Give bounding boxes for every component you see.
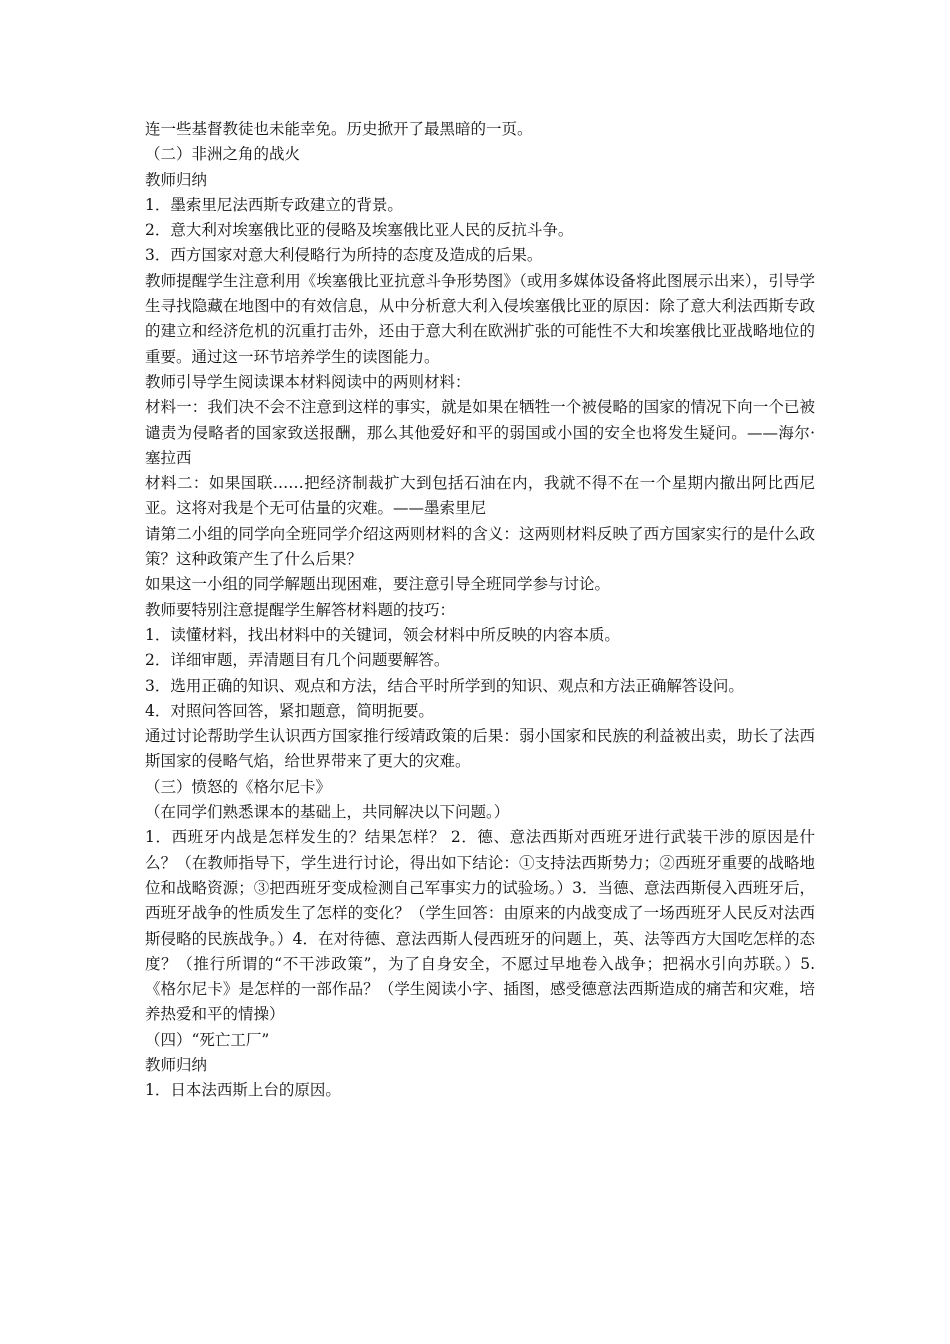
paragraph: 通过讨论帮助学生认识西方国家推行绥靖政策的后果：弱小国家和民族的利益被出卖，助长了法西斯国家的侵略气焰，给世界带来了更大的灾难。 xyxy=(145,727,815,771)
paragraph: （在同学们熟悉课本的基础上，共同解决以下问题。） xyxy=(145,803,510,822)
paragraph: 教师归纳 xyxy=(145,170,208,189)
paragraph: 教师要特别注意提醒学生解答材料题的技巧： xyxy=(145,600,456,619)
quote-material-1: 材料一：我们决不会不注意到这样的事实，就是如果在牺牲一个被侵略的国家的情况下向一个已被谴责为侵略者的国家致送报酬，那么其他爱好和平的弱国或小国的安全也将发生疑问。——海尔·塞拉西 xyxy=(145,398,815,467)
paragraph: 连一些基督教徒也未能幸免。历史掀开了最黑暗的一页。 xyxy=(145,120,533,138)
section-heading: （三）愤怒的《格尔尼卡》 xyxy=(145,777,332,796)
list-item: 1．日本法西斯上台的原因。 xyxy=(145,1081,341,1100)
paragraph: 教师引导学生阅读课本材料阅读中的两则材料： xyxy=(145,372,471,391)
list-item: 3．选用正确的知识、观点和方法，结合平时所学到的知识、观点和方法正确解答设问。 xyxy=(145,676,744,695)
paragraph: 如果这一小组的同学解题出现困难，要注意引导全班同学参与讨论。 xyxy=(145,575,611,594)
list-item: 3．西方国家对意大利侵略行为所持的态度及造成的后果。 xyxy=(145,246,543,265)
paragraph: 请第二小组的同学向全班同学介绍这两则材料的含义：这两则材料反映了西方国家实行的是什么政策？这种政策产生了什么后果？ xyxy=(145,524,815,569)
document-body xyxy=(145,117,815,1104)
quote-material-2: 材料二：如果国联……把经济制裁扩大到包括石油在内，我就不得不在一个星期内撤出阿比西尼亚。这将对我是个无可估量的灾难。——墨索里尼 xyxy=(145,474,815,518)
section-heading: （四）“死亡工厂” xyxy=(145,1030,270,1049)
list-item: 2．详细审题，弄清题目有几个问题要解答。 xyxy=(145,651,450,670)
paragraph: 1．西班牙内战是怎样发生的？结果怎样？ 2．德、意法西斯对西班牙进行武装干涉的原因是什么？（在教师指导下，学生进行讨论，得出如下结论：①支持法西斯势力；②西班牙重要的战略地位和战略资源；③把西班牙变成检测自己军事实力的试验场。）3．当德、意法西斯侵入西班牙后，西班牙战争的性质发生了怎样的变化？（学生回答：由原来的内战变成了一场西班牙人民反对法西斯侵略的民族战争。）4．在对待德、意法西斯人侵西班牙的问题上，英、法等西方大国吃怎样的态度？（推行所谓的“不干涉政策”，为了自身安全，不愿过早地卷入战争；把祸水引向苏联。）5.《格尔尼卡》是怎样的一部作品？（学生阅读小字、插图，感受德意法西斯造成的痛苦和灾难，培养热爱和平的情操） xyxy=(145,828,815,1024)
paragraph: 教师归纳 xyxy=(145,1055,208,1074)
list-item: 4．对照问答回答，紧扣题意，简明扼要。 xyxy=(145,701,434,720)
list-item: 1．墨索里尼法西斯专政建立的背景。 xyxy=(145,195,403,214)
paragraph: 教师提醒学生注意利用《埃塞俄比亚抗意斗争形势图》（或用多媒体设备将此图展示出来），引导学生寻找隐藏在地图中的有效信息，从中分析意大利入侵埃塞俄比亚的原因：除了意大利法西斯专政的建立和经济危机的沉重打击外，还由于意大利在欧洲扩张的可能性不大和埃塞俄比亚战略地位的重要。通过这一环节培养学生的读图能力。 xyxy=(145,271,815,366)
list-item: 1．读懂材料，找出材料中的关键词，领会材料中所反映的内容本质。 xyxy=(145,625,620,644)
section-heading: （二）非洲之角的战火 xyxy=(145,145,301,164)
list-item: 2．意大利对埃塞俄比亚的侵略及埃塞俄比亚人民的反抗斗争。 xyxy=(145,221,574,240)
